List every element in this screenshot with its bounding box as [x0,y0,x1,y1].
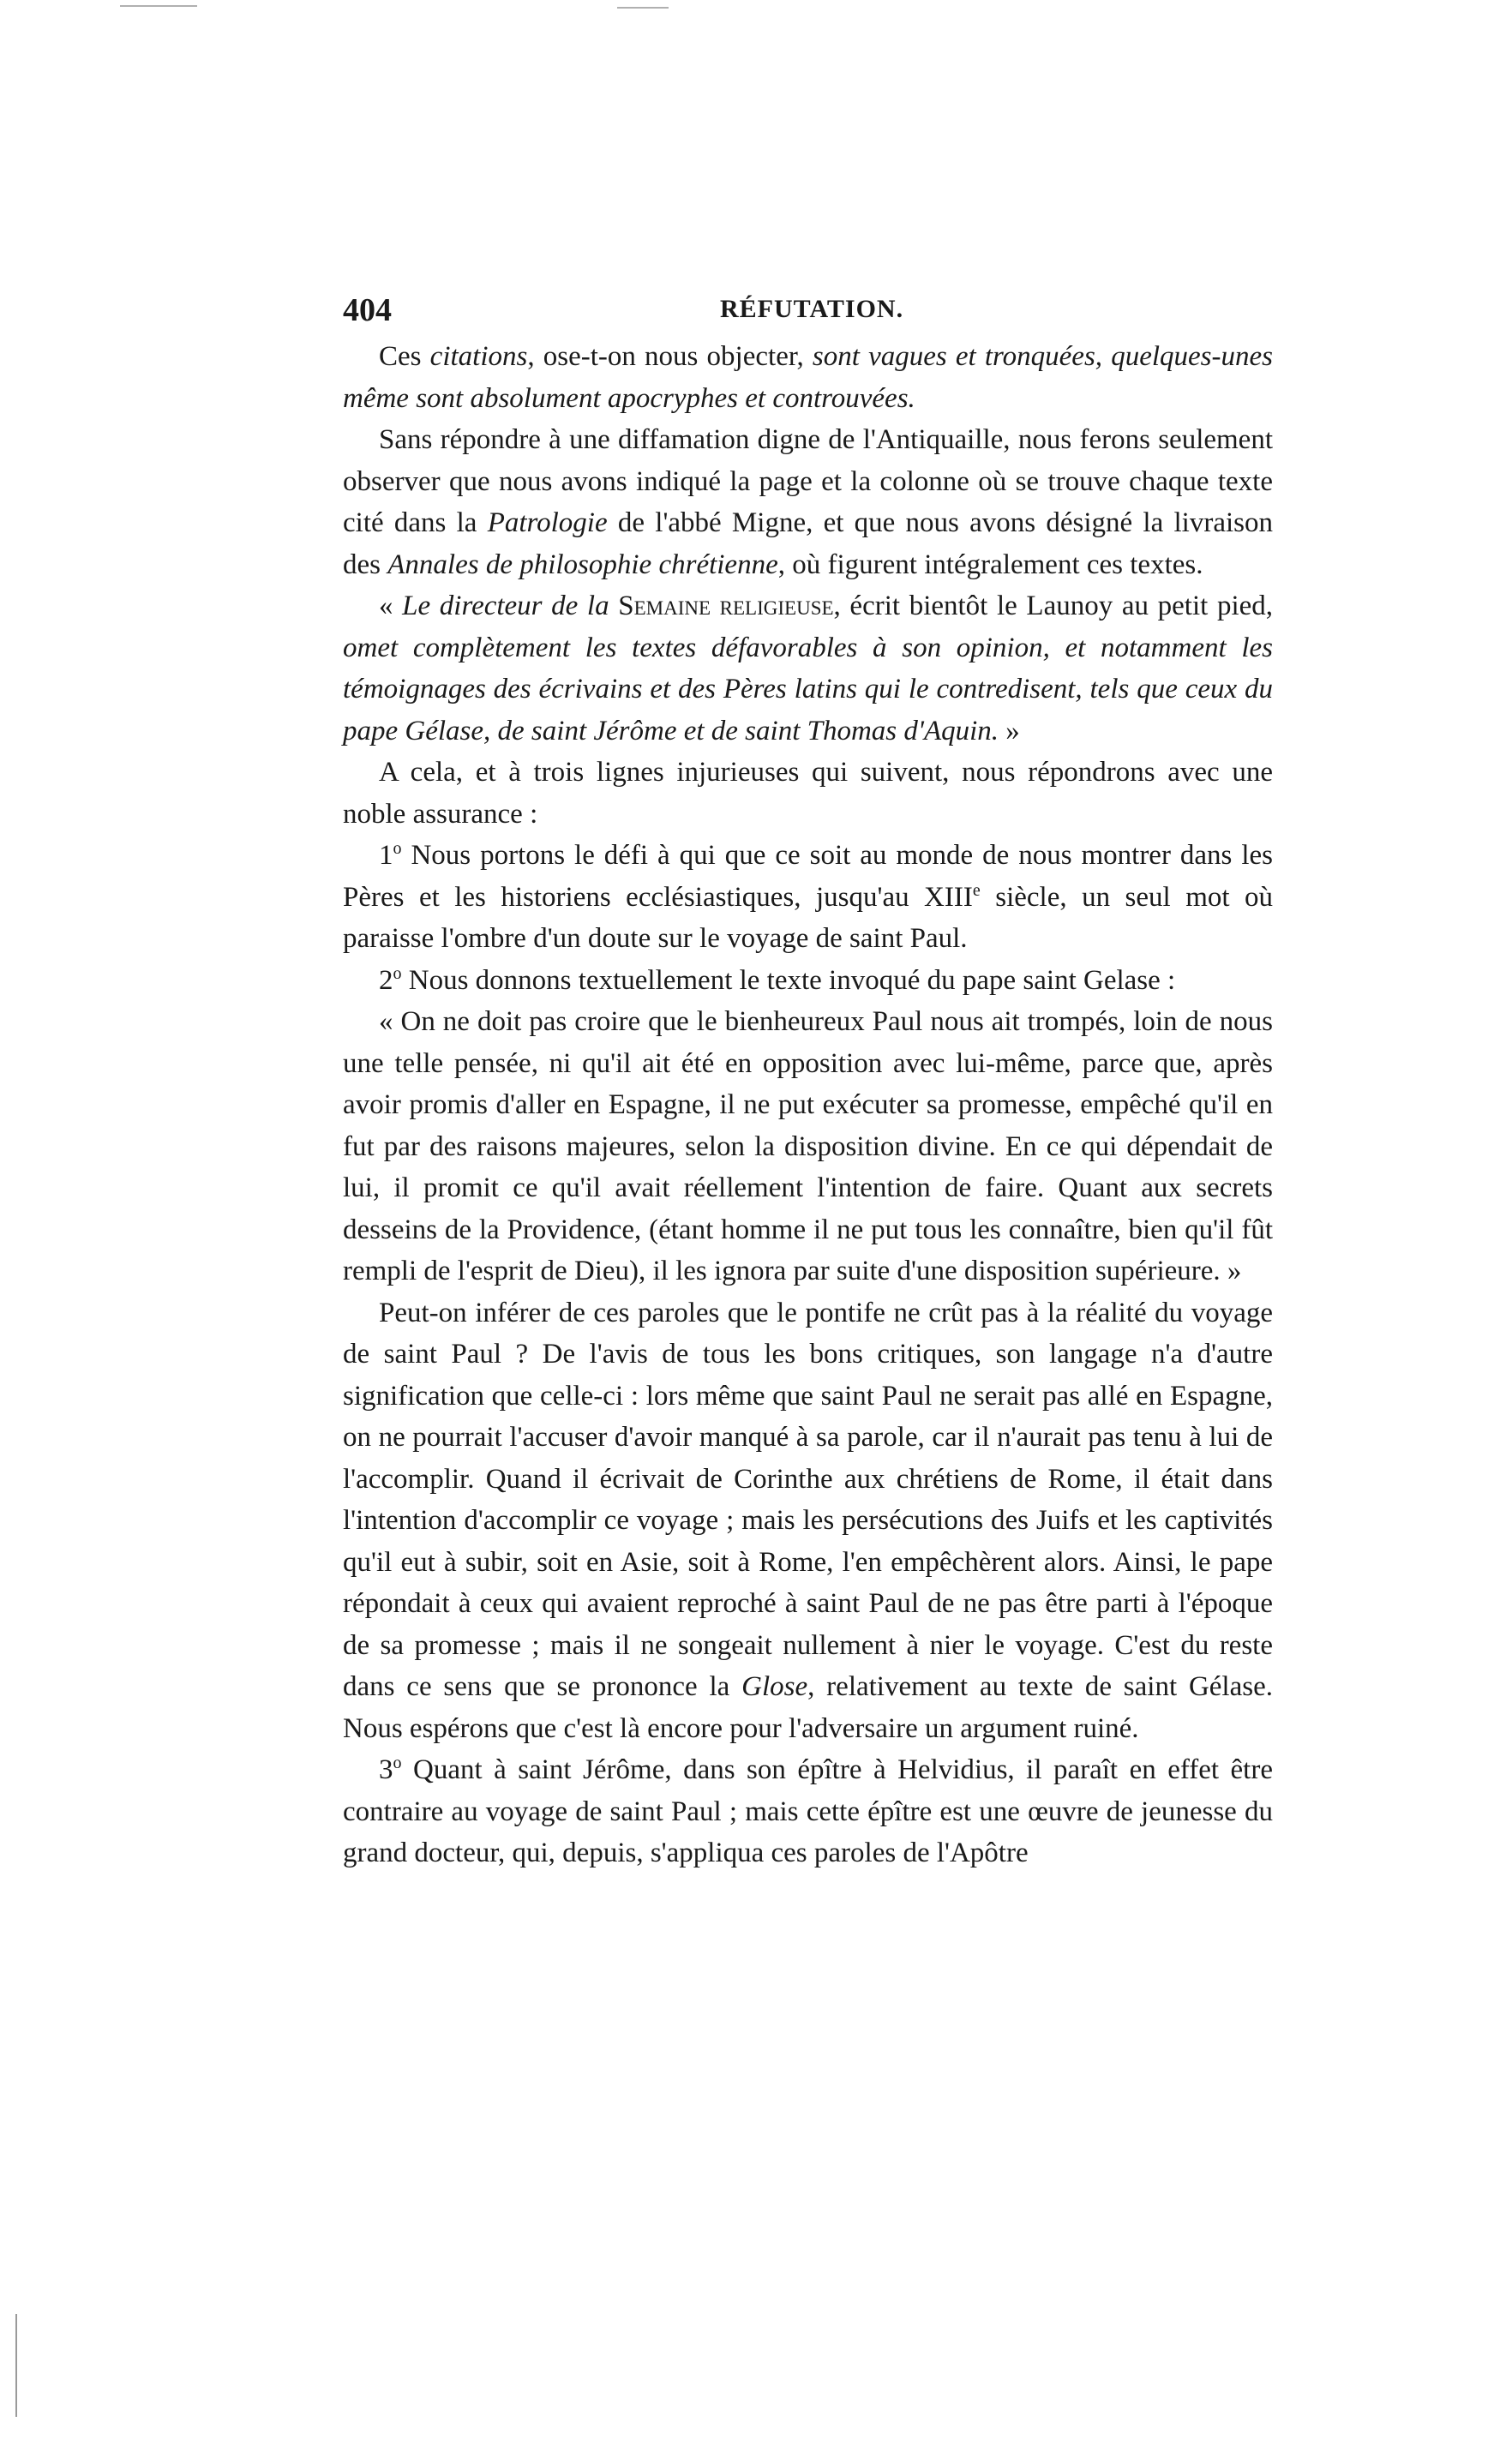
italic-run: omet complètement les textes défavorables à son opinion, et notamment les témoignages des écrivains et des Pères latins qui le contredisent, tels que ceux du pape Gélase, de saint Jérôme et de saint Thomas d'Aquin. [343,632,1273,746]
text-run: Ces [379,341,430,372]
paragraph-point-3 [343,1749,1273,1874]
text-run: Quant à saint Jérôme, dans son épître à Helvidius, il paraît en effet être contraire au voyage de saint Paul ; mais cette épître est une œuvre de jeunesse du grand docteur, qui, depuis, s'appliqua ces paroles de l'Apôtre [343,1754,1273,1868]
small-caps-run: Semaine religieuse [618,591,834,621]
italic-run: Glose [741,1671,808,1702]
paragraph-reply [343,419,1273,585]
paragraph-objection [343,336,1273,419]
text-run: Sans répondre à une diffamation digne de l'Antiquaille, nous ferons seulement observer que nous avons indiqué la page et la colonne où se trouve chaque texte cité dans la [343,424,1273,538]
paragraph-gelase-quote: « On ne doit pas croire que le bienheureux Paul nous ait trompés, loin de nous une telle pensée, ni qu'il ait été en opposition avec lui-même, parce que, après avoir promis d'aller en Espagne, il ne put exécuter sa promesse, empêché qu'il en fut par des raisons majeures, selon la disposition divine. En ce qui dépendait de lui, il promit ce qu'il avait réellement l'intention de faire. Quant aux secrets desseins de la Providence, (étant homme il ne put tous les connaître, bien qu'il fût rempli de l'esprit de Dieu), il les ignora par suite d'une disposition supérieure. » [343,1006,1273,1286]
superscript: o [393,839,402,858]
scan-mark-top-2 [617,7,669,9]
italic-run: Annales de philosophie chrétienne [387,549,778,580]
text-run: siècle, un seul mot où paraisse l'ombre d'un doute sur le voyage de saint Paul. [343,881,1274,954]
italic-run: Le directeur de la [402,591,619,621]
paragraph-argument [343,1292,1273,1750]
text-run: de l'abbé Migne, et que nous avons désigné la livraison des [343,507,1273,580]
text-run: , où figurent intégralement ces textes. [777,549,1203,580]
text-run: « [379,591,403,621]
page-number: 404 [343,292,392,328]
text-run: » [999,715,1020,746]
italic-run: Patrologie [487,507,608,538]
italic-run: sont vagues et tronquées, quelques-unes même sont absolument apocryphes et controuvées. [343,341,1273,414]
superscript: o [393,963,402,983]
paragraph-point-2 [343,960,1273,1002]
running-title: RÉFUTATION. [720,295,904,323]
italic-run: citations [429,341,528,372]
document-page [343,291,1273,1874]
text-run: Nous portons le défi à qui que ce soit au monde de nous montrer dans les Pères et les historiens ecclésiastiques, jusqu'au XIII [343,840,1273,913]
list-number: 2 [379,964,393,996]
text-run: Peut-on inférer de ces paroles que le pontife ne crût pas à la réalité du voyage de saint Paul ? De l'avis de tous les bons critiques, son langage n'a d'autre signification que celle-ci : lors même que saint Paul ne serait pas allé en Espagne, on ne pourrait l'accuser d'avoir manqué à sa parole, car il n'aurait pas tenu à lui de l'accomplir. Quand il écrivait de Corinthe aux chrétiens de Rome, il était dans l'intention d'accomplir ce voyage ; mais les persécutions des Juifs et les captivités qu'il eut à subir, soit en Asie, soit à Rome, l'en empêchèrent alors. Ainsi, le pape répondait à ceux qui avaient reproché à saint Paul de ne pas être parti à l'époque de sa promesse ; mais il ne songeait nullement à nier le voyage. C'est du reste dans ce sens que se prononce la [343,1297,1273,1702]
scan-mark-top [120,5,197,7]
paragraph-launoy-quote [343,585,1273,752]
page-header [343,291,1273,336]
superscript: o [393,1754,402,1772]
scan-edge-mark-left [15,2314,17,2417]
text-run: Nous donnons textuellement le texte invoqué du pape saint Gelase : [401,964,1176,996]
superscript: e [972,880,981,900]
list-number: 1 [379,840,393,871]
paragraph-point-1 [343,835,1273,960]
text-run: , écrit bientôt le Launoy au petit pied, [833,591,1274,621]
text-run: , relativement au texte de saint Gélase. Nous espérons que c'est là encore pour l'adversaire un argument ruiné. [343,1671,1273,1744]
list-number: 3 [379,1754,393,1785]
paragraph-response-intro: A cela, et à trois lignes injurieuses qui suivent, nous répondrons avec une noble assurance : [343,757,1273,830]
text-run: , ose-t-on nous objecter, [527,341,813,372]
